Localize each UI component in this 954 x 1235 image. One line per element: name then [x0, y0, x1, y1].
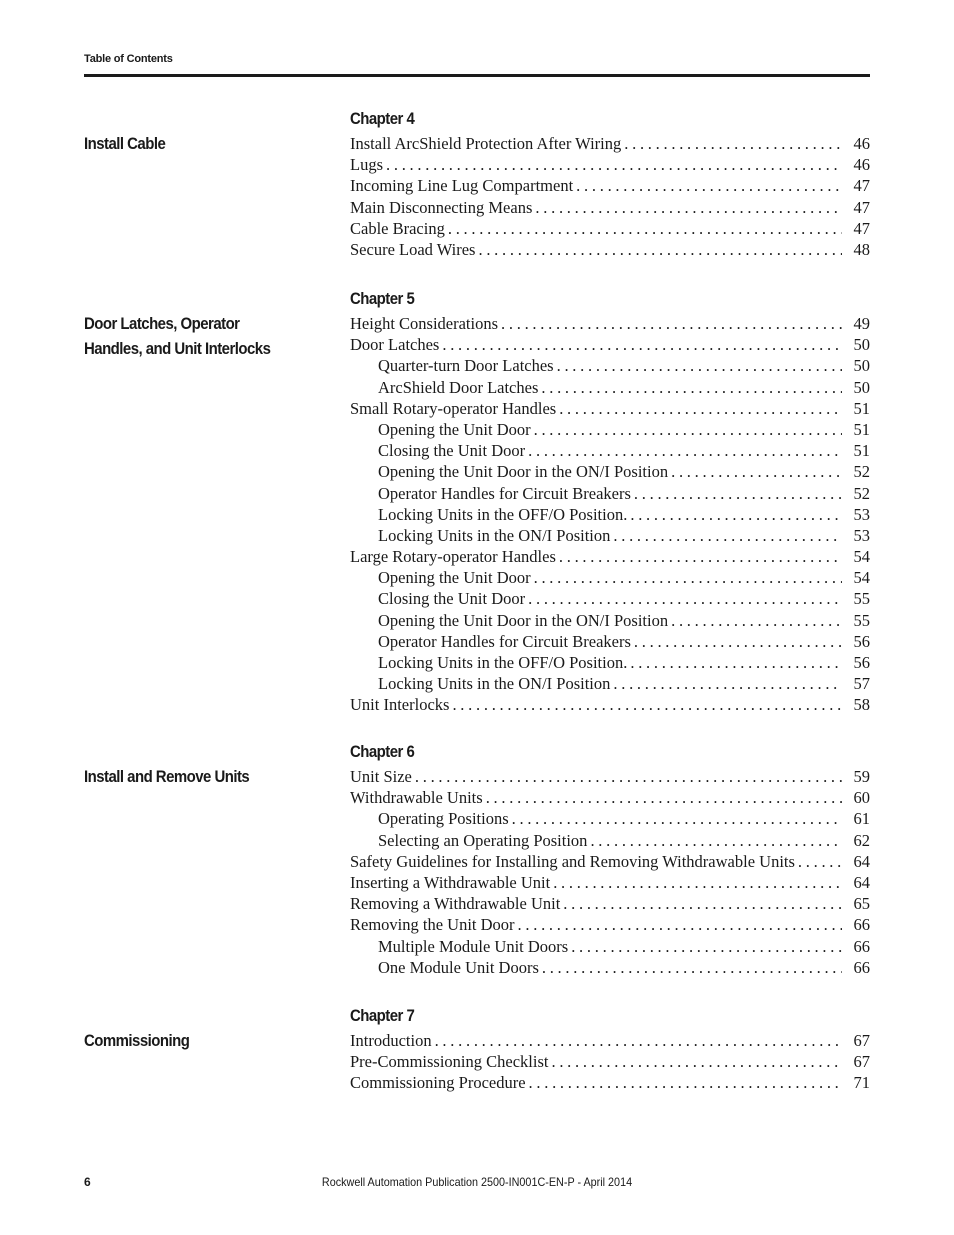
toc-entry-page: 55	[853, 589, 870, 609]
toc-entry-title: Operator Handles for Circuit Breakers	[378, 483, 631, 503]
section-title: Install Cable	[84, 134, 166, 153]
running-header: Table of Contents	[84, 53, 173, 65]
toc-entry-page: 56	[853, 653, 870, 672]
toc-entry-page: 47	[853, 176, 870, 196]
toc-entry[interactable]	[350, 462, 870, 483]
toc-entry-title: Safety Guidelines for Installing and Removing Withdrawable Units	[350, 851, 795, 871]
dot-leader	[798, 852, 842, 872]
toc-entry-page: 57	[853, 674, 870, 694]
toc-entry-title: Unit Size	[350, 767, 412, 786]
toc-entry-title: One Module Unit Doors	[378, 957, 539, 977]
toc-entry[interactable]	[350, 1031, 870, 1052]
toc-entry-title: Main Disconnecting Means	[350, 197, 533, 217]
toc-entry-title: Closing the Unit Door	[378, 589, 526, 609]
dot-leader	[529, 1073, 842, 1093]
dot-leader	[671, 462, 842, 482]
dot-leader	[563, 894, 842, 914]
toc-entry-page: 67	[853, 1031, 870, 1050]
toc-entry[interactable]	[350, 915, 870, 936]
dot-leader	[501, 314, 842, 334]
toc-entry-page: 54	[853, 568, 870, 588]
chapter-label: Chapter 6	[350, 742, 415, 761]
dot-leader	[553, 873, 842, 893]
toc-entry-page: 52	[853, 462, 870, 482]
toc-entry[interactable]	[350, 441, 870, 462]
dot-leader	[542, 958, 842, 978]
toc-entry-page: 66	[853, 957, 870, 977]
toc-entry[interactable]	[350, 1073, 870, 1094]
toc-entry[interactable]	[350, 632, 870, 653]
dot-leader	[613, 674, 842, 694]
toc-entry-page: 65	[853, 894, 870, 914]
toc-entry-title: Inserting a Withdrawable Unit	[350, 872, 551, 892]
toc-entry[interactable]	[350, 831, 870, 852]
toc-entry-title: Door Latches	[350, 335, 440, 355]
dot-leader	[518, 915, 842, 935]
toc-entry[interactable]	[350, 589, 870, 610]
toc-entry[interactable]	[350, 484, 870, 505]
section-title: Install and Remove Units	[84, 767, 250, 786]
toc-entry-page: 61	[853, 809, 870, 829]
dot-leader	[630, 653, 842, 673]
toc-entry-page: 55	[853, 610, 870, 630]
toc-entry-page: 50	[853, 377, 870, 397]
dot-leader	[551, 1052, 842, 1072]
toc-entry-page: 51	[853, 441, 870, 461]
toc-entry[interactable]	[350, 767, 870, 788]
page-number: 6	[84, 1175, 91, 1189]
dot-leader	[613, 526, 842, 546]
dot-leader	[541, 378, 842, 398]
dot-leader	[534, 420, 842, 440]
toc-entry[interactable]	[350, 873, 870, 894]
toc-entry[interactable]	[350, 1052, 870, 1073]
toc-entry-title: Opening the Unit Door	[378, 568, 531, 588]
toc-entry-title: Pre-Commissioning Checklist	[350, 1052, 549, 1072]
toc-entry-title: Removing a Withdrawable Unit	[350, 894, 561, 914]
toc-entry-title: Operating Positions	[378, 809, 509, 829]
toc-entry-page: 49	[853, 314, 870, 333]
toc-entry-page: 54	[853, 547, 870, 567]
toc-entry[interactable]	[350, 420, 870, 441]
toc-entry-title: Locking Units in the OFF/O Position.	[378, 504, 628, 524]
toc-entry[interactable]	[350, 547, 870, 568]
toc-entry-page: 53	[853, 525, 870, 545]
toc-entry-page: 50	[853, 356, 870, 376]
toc-entry[interactable]	[350, 155, 870, 176]
toc-entry-page: 56	[853, 631, 870, 651]
toc-entry[interactable]	[350, 937, 870, 958]
dot-leader	[452, 695, 842, 715]
toc-entry[interactable]	[350, 335, 870, 356]
dot-leader	[478, 240, 842, 260]
dot-leader	[590, 831, 842, 851]
toc-entry-list	[350, 134, 870, 261]
header-rule	[84, 74, 870, 77]
toc-entry-title: Cable Bracing	[350, 218, 445, 238]
toc-entry[interactable]	[350, 695, 870, 716]
toc-entry[interactable]	[350, 809, 870, 830]
toc-entry[interactable]	[350, 611, 870, 632]
chapter-label: Chapter 7	[350, 1006, 415, 1025]
toc-entry[interactable]	[350, 958, 870, 979]
toc-entry-page: 52	[853, 483, 870, 503]
toc-entry-page: 59	[853, 767, 870, 786]
dot-leader	[559, 399, 842, 419]
toc-entry-title: Opening the Unit Door in the ON/I Position	[378, 610, 669, 630]
toc-entry-page: 66	[853, 915, 870, 935]
toc-entry[interactable]	[350, 198, 870, 219]
dot-leader	[559, 547, 842, 567]
dot-leader	[624, 134, 842, 154]
toc-entry-page: 66	[853, 936, 870, 956]
toc-entry-title: Locking Units in the ON/I Position	[378, 525, 611, 545]
toc-entry[interactable]	[350, 378, 870, 399]
toc-entry[interactable]	[350, 568, 870, 589]
toc-entry[interactable]	[350, 240, 870, 261]
section-title: Commissioning	[84, 1031, 190, 1050]
toc-entry-title: Small Rotary-operator Handles	[350, 398, 557, 418]
toc-entry-title: Quarter-turn Door Latches	[378, 356, 554, 376]
toc-entry-title: Selecting an Operating Position	[378, 830, 588, 850]
dot-leader	[534, 568, 842, 588]
toc-entry-title: Introduction	[350, 1031, 432, 1050]
toc-entry-title: Opening the Unit Door	[378, 419, 531, 439]
toc-entry[interactable]	[350, 219, 870, 240]
toc-entry-list	[350, 1031, 870, 1095]
toc-entry-title: Removing the Unit Door	[350, 915, 515, 935]
toc-entry[interactable]	[350, 674, 870, 695]
toc-entry-title: Lugs	[350, 155, 383, 175]
toc-entry-page: 64	[853, 851, 870, 871]
toc-entry-page: 47	[853, 197, 870, 217]
toc-entry-page: 67	[853, 1052, 870, 1072]
toc-entry-page: 51	[853, 398, 870, 418]
dot-leader	[535, 198, 842, 218]
dot-leader	[512, 809, 842, 829]
toc-entry[interactable]	[350, 852, 870, 873]
chapter-label: Chapter 4	[350, 109, 415, 128]
toc-entry-title: Multiple Module Unit Doors	[378, 936, 569, 956]
toc-entry[interactable]	[350, 505, 870, 526]
toc-entry-title: Locking Units in the ON/I Position	[378, 674, 611, 694]
toc-entry-page: 60	[853, 788, 870, 808]
toc-entry-page: 46	[853, 155, 870, 175]
toc-entry-title: Height Considerations	[350, 314, 499, 333]
toc-entry[interactable]	[350, 894, 870, 915]
toc-entry-page: 46	[853, 134, 870, 153]
dot-leader	[557, 356, 842, 376]
toc-entry-title: Install ArcShield Protection After Wiring	[350, 134, 622, 153]
toc-entry[interactable]	[350, 134, 870, 155]
toc-entry[interactable]	[350, 653, 870, 674]
toc-entry[interactable]	[350, 788, 870, 809]
toc-entry-page: 48	[853, 239, 870, 259]
toc-entry[interactable]	[350, 314, 870, 335]
toc-entry[interactable]	[350, 356, 870, 377]
toc-entry[interactable]	[350, 399, 870, 420]
toc-entry-list	[350, 767, 870, 979]
dot-leader	[386, 155, 842, 175]
publication-footer: Rockwell Automation Publication 2500-IN001C-EN-P - April 2014	[321, 1175, 633, 1189]
dot-leader	[528, 441, 842, 461]
toc-entry-page: 53	[853, 504, 870, 524]
dot-leader	[486, 788, 842, 808]
dot-leader	[435, 1031, 842, 1051]
toc-entry-page: 58	[853, 695, 870, 715]
toc-entry-title: Incoming Line Lug Compartment	[350, 176, 574, 196]
toc-entry[interactable]	[350, 176, 870, 197]
dot-leader	[528, 589, 842, 609]
toc-entry-title: Operator Handles for Circuit Breakers	[378, 631, 631, 651]
toc-entry-page: 62	[853, 830, 870, 850]
dot-leader	[448, 219, 842, 239]
dot-leader	[630, 505, 842, 525]
toc-entry-title: Secure Load Wires	[350, 239, 476, 259]
toc-entry-title: Withdrawable Units	[350, 788, 483, 808]
dot-leader	[634, 632, 842, 652]
dot-leader	[571, 937, 842, 957]
chapter-label: Chapter 5	[350, 289, 415, 308]
toc-entry-title: Large Rotary-operator Handles	[350, 547, 556, 567]
toc-entry-title: ArcShield Door Latches	[378, 377, 539, 397]
toc-entry-title: Closing the Unit Door	[378, 441, 526, 461]
dot-leader	[634, 484, 842, 504]
dot-leader	[671, 611, 842, 631]
toc-entry-page: 50	[853, 335, 870, 355]
toc-entry-title: Unit Interlocks	[350, 695, 450, 715]
toc-entry-page: 64	[853, 872, 870, 892]
toc-entry-page: 71	[853, 1073, 870, 1093]
dot-leader	[415, 767, 842, 787]
dot-leader	[442, 335, 842, 355]
toc-entry-page: 47	[853, 218, 870, 238]
section-title: Door Latches, Operator Handles, and Unit Interlocks	[84, 314, 271, 358]
toc-entry-title: Opening the Unit Door in the ON/I Position	[378, 462, 669, 482]
toc-entry-list	[350, 314, 870, 717]
toc-entry-page: 51	[853, 419, 870, 439]
dot-leader	[576, 176, 842, 196]
toc-entry[interactable]	[350, 526, 870, 547]
toc-entry-title: Locking Units in the OFF/O Position.	[378, 653, 628, 672]
toc-entry-title: Commissioning Procedure	[350, 1073, 526, 1093]
